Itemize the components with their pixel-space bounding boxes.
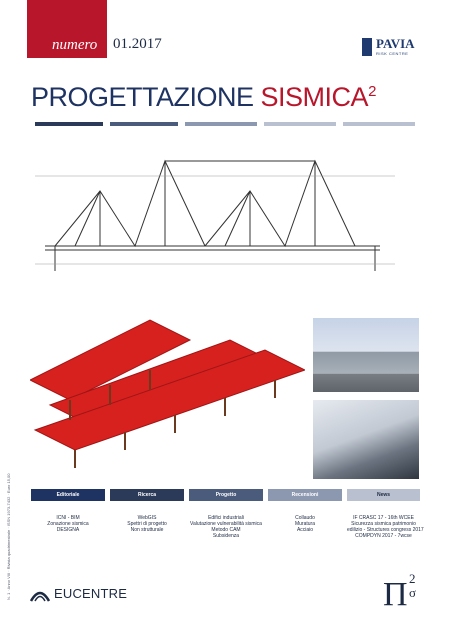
section-item: Valutazione vulnerabilità sismica xyxy=(190,521,262,527)
warehouse-interior-photo xyxy=(313,400,419,479)
section-list-editoriale xyxy=(31,515,105,533)
section-item: Collaudo xyxy=(295,515,315,521)
issue-label: numero xyxy=(52,37,98,53)
section-item: Metodo CAM xyxy=(211,527,241,533)
roof-3d-model-render xyxy=(30,310,305,470)
section-item: COMPDYN 2017 - 7wcse xyxy=(355,533,412,539)
section-header-editoriale: Editoriale xyxy=(31,489,105,501)
section-item: ICNI - BIM xyxy=(56,515,80,521)
title-stripes xyxy=(35,122,415,126)
journal-logo-subscript: σ xyxy=(409,585,417,600)
section-header-recensioni: Recensioni xyxy=(268,489,342,501)
pi-sigma-logo-icon: Π xyxy=(383,576,408,613)
section-item: Acciaio xyxy=(296,527,314,533)
section-item: edilizio - Structures congress 2017 xyxy=(347,527,424,533)
industrial-building-photo xyxy=(313,318,419,392)
section-headers xyxy=(31,489,420,501)
section-header-ricerca: Ricerca xyxy=(110,489,184,501)
issue-number: 01.2017 xyxy=(113,36,162,52)
pavia-logo-subtitle: RISK CENTRE xyxy=(376,51,409,56)
spine-text: N. 1 · Anno VIII · Rivista quadrimestrale · ISSN 1973-7432 · Euro 15,00 xyxy=(6,473,11,600)
section-list-recensioni xyxy=(268,515,342,533)
section-item: Sicurezza sismica patrimonio xyxy=(351,521,416,527)
section-list-ricerca xyxy=(110,515,184,533)
eucentre-arch-icon xyxy=(29,583,51,605)
title-part-2: SISMICA xyxy=(260,82,369,112)
eucentre-name: EUCENTRE xyxy=(54,586,128,601)
journal-logo-superscript: 2 xyxy=(409,571,416,586)
section-item: Zonazione sismica xyxy=(47,521,89,527)
section-item: Spettri di progetto xyxy=(127,521,167,527)
section-item: Muratura xyxy=(294,521,315,527)
pavia-logo-name: PAVIA xyxy=(376,36,415,51)
section-header-progetto: Progetto xyxy=(189,489,263,501)
section-item: Subsidenza xyxy=(212,533,240,539)
stripe-2 xyxy=(110,122,178,126)
journal-title xyxy=(31,82,376,113)
section-header-news: News xyxy=(347,489,420,501)
section-list-news xyxy=(347,515,424,539)
pavia-logo xyxy=(362,36,424,62)
title-superscript: 2 xyxy=(368,83,376,100)
stripe-4 xyxy=(264,122,336,126)
section-item: DESIGNA xyxy=(56,527,80,533)
stripe-3 xyxy=(185,122,257,126)
section-item: Non strutturale xyxy=(130,527,164,533)
section-item: IF CRASC 17 - 16th WCEE xyxy=(353,515,414,521)
section-list-progetto xyxy=(189,515,263,539)
stripe-1 xyxy=(35,122,103,126)
section-item: Edifici industriali xyxy=(208,515,244,521)
section-item: WebGIS xyxy=(137,515,157,521)
title-part-1: PROGETTAZIONE xyxy=(31,82,254,112)
pavia-building-icon xyxy=(362,38,372,56)
truss-technical-drawing xyxy=(35,146,395,281)
stripe-5 xyxy=(343,122,415,126)
